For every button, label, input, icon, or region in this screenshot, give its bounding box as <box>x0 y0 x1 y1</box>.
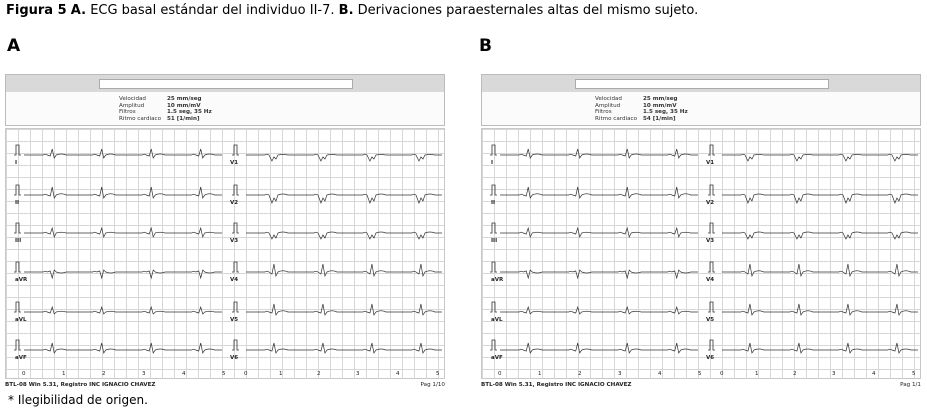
ecg-trace-ii <box>500 187 698 198</box>
lead-label-avr: aVR <box>491 277 504 283</box>
calibration-pulse <box>490 340 497 350</box>
ecg-trace-avl <box>24 307 222 314</box>
panel-b-letter: B <box>479 36 492 56</box>
param-row-speed <box>119 96 212 103</box>
calibration-pulse <box>708 262 715 272</box>
lead-label-iii: III <box>15 238 22 244</box>
param-value: 1.5 seg, 35 Hz <box>643 109 688 116</box>
ecg-traces <box>482 129 922 380</box>
lead-label-v4: V4 <box>706 277 715 283</box>
caption-part-b-text: Derivaciones paraesternales altas del mismo sujeto. <box>357 3 699 18</box>
time-axis-tick: 2 <box>102 371 106 377</box>
lead-label-ii: II <box>15 200 20 206</box>
calibration-pulse <box>708 340 715 350</box>
ecg-header <box>5 74 445 126</box>
calibration-pulse <box>708 302 715 312</box>
param-row-speed <box>595 96 688 103</box>
calibration-pulse <box>14 145 21 155</box>
param-label: Ritmo cardiaco <box>595 115 638 122</box>
calibration-pulse <box>490 302 497 312</box>
ecg-trace-v3 <box>246 232 442 239</box>
ecg-trace-avr <box>24 270 222 278</box>
ecg-trace-avr <box>500 270 698 278</box>
calibration-pulse <box>232 223 239 233</box>
ecg-panel-a <box>5 74 445 390</box>
param-label: Ritmo cardiaco <box>119 115 162 122</box>
time-axis-tick: 2 <box>578 371 582 377</box>
lead-label-v3: V3 <box>706 238 715 244</box>
lead-label-avl: aVL <box>15 317 27 323</box>
caption-part-a-text: ECG basal estándar del individuo II-7. <box>90 3 335 18</box>
time-axis-tick: 3 <box>142 371 146 377</box>
ecg-trace-v5 <box>722 304 918 315</box>
time-axis-tick: 0 <box>498 371 502 377</box>
panel-a-letter: A <box>7 36 21 56</box>
calibration-pulse <box>232 262 239 272</box>
lead-label-avl: aVL <box>491 317 503 323</box>
time-axis-tick: 4 <box>396 371 400 377</box>
lead-label-v3: V3 <box>230 238 239 244</box>
caption-part-a-letter: A. <box>70 3 87 18</box>
time-axis-tick: 0 <box>720 371 724 377</box>
param-row-amplitude <box>119 103 212 110</box>
param-value: 10 mm/mV <box>167 102 201 109</box>
param-value: 10 mm/mV <box>643 102 677 109</box>
recording-parameters <box>595 96 688 122</box>
time-axis-tick: 5 <box>222 371 226 377</box>
lead-label-v2: V2 <box>230 200 239 206</box>
lead-label-v1: V1 <box>706 160 715 166</box>
lead-label-avf: aVF <box>491 355 503 361</box>
time-axis-tick: 1 <box>538 371 542 377</box>
ecg-trace-v5 <box>246 304 442 315</box>
calibration-pulse <box>14 302 21 312</box>
time-axis-tick: 0 <box>22 371 26 377</box>
time-axis-tick: 4 <box>182 371 186 377</box>
ecg-trace-ii <box>24 187 222 198</box>
time-axis-tick: 2 <box>317 371 321 377</box>
calibration-pulse <box>708 145 715 155</box>
ecg-grid <box>481 128 921 379</box>
time-axis-tick: 1 <box>755 371 759 377</box>
lead-label-ii: II <box>491 200 496 206</box>
lead-label-v6: V6 <box>706 355 715 361</box>
ecg-grid <box>5 128 445 379</box>
time-axis-tick: 1 <box>62 371 66 377</box>
ecg-trace-i <box>500 149 698 158</box>
lead-label-v5: V5 <box>706 317 715 323</box>
param-label: Amplitud <box>595 102 621 109</box>
calibration-pulse <box>14 185 21 195</box>
time-axis-tick: 4 <box>658 371 662 377</box>
ecg-trace-avl <box>500 307 698 314</box>
time-axis-tick: 1 <box>279 371 283 377</box>
ecg-trace-v1 <box>246 154 442 161</box>
ecg-footer <box>5 380 445 390</box>
param-label: Amplitud <box>119 102 145 109</box>
param-row-filters <box>119 109 212 116</box>
time-axis-tick: 2 <box>793 371 797 377</box>
param-row-filters <box>595 109 688 116</box>
time-axis-tick: 3 <box>832 371 836 377</box>
device-registry-label: BTL-08 Win 5.31, Registro INC IGNACIO CHAVEZ <box>5 382 156 388</box>
ecg-footer <box>481 380 921 390</box>
time-axis-tick: 5 <box>912 371 916 377</box>
time-axis-tick: 5 <box>436 371 440 377</box>
lead-label-v4: V4 <box>230 277 239 283</box>
lead-label-iii: III <box>491 238 498 244</box>
param-row-heart-rate <box>119 116 212 123</box>
calibration-pulse <box>14 340 21 350</box>
ecg-trace-v6 <box>246 343 442 353</box>
calibration-pulse <box>232 185 239 195</box>
device-registry-label: BTL-08 Win 5.31, Registro INC IGNACIO CHAVEZ <box>481 382 632 388</box>
ecg-trace-v4 <box>722 264 918 276</box>
footnote: * Ilegibilidad de origen. <box>8 393 148 407</box>
ecg-trace-v6 <box>722 343 918 353</box>
ecg-panel-b <box>481 74 921 390</box>
time-axis-tick: 5 <box>698 371 702 377</box>
ecg-traces <box>6 129 446 380</box>
lead-label-v1: V1 <box>230 160 239 166</box>
calibration-pulse <box>14 262 21 272</box>
param-label: Filtros <box>595 109 612 116</box>
ecg-trace-iii <box>500 228 698 237</box>
param-value: 25 mm/seg <box>643 96 678 102</box>
param-label: Velocidad <box>119 96 146 102</box>
lead-label-avf: aVF <box>15 355 27 361</box>
calibration-pulse <box>708 223 715 233</box>
param-label: Velocidad <box>595 96 622 102</box>
page-number: Pag 1/1 <box>900 382 921 388</box>
ecg-trace-avf <box>500 343 698 353</box>
calibration-pulse <box>14 223 21 233</box>
calibration-pulse <box>490 262 497 272</box>
time-axis-tick: 3 <box>356 371 360 377</box>
header-name-field <box>575 79 829 89</box>
param-label: Filtros <box>119 109 136 116</box>
param-value: 25 mm/seg <box>167 96 202 102</box>
header-name-field <box>99 79 353 89</box>
figure-caption <box>6 3 698 18</box>
ecg-trace-v3 <box>722 232 918 239</box>
ecg-header <box>481 74 921 126</box>
caption-part-b-letter: B. <box>338 3 354 18</box>
time-axis-tick: 3 <box>618 371 622 377</box>
lead-label-avr: aVR <box>15 277 28 283</box>
ecg-trace-iii <box>24 228 222 237</box>
calibration-pulse <box>232 145 239 155</box>
calibration-pulse <box>490 145 497 155</box>
lead-label-v5: V5 <box>230 317 239 323</box>
calibration-pulse <box>490 223 497 233</box>
lead-label-i: I <box>491 160 494 166</box>
page-number: Pag 1/10 <box>420 382 445 388</box>
lead-label-i: I <box>15 160 18 166</box>
ecg-trace-v4 <box>246 264 442 276</box>
param-value: 51 [1/min] <box>167 115 200 122</box>
time-axis-tick: 4 <box>872 371 876 377</box>
param-row-amplitude <box>595 103 688 110</box>
ecg-trace-v2 <box>246 194 442 203</box>
param-value: 1.5 seg, 35 Hz <box>167 109 212 116</box>
calibration-pulse <box>708 185 715 195</box>
time-axis-tick: 0 <box>244 371 248 377</box>
lead-label-v2: V2 <box>706 200 715 206</box>
figure-label: Figura 5 <box>6 3 67 18</box>
ecg-trace-v1 <box>722 154 918 161</box>
recording-parameters <box>119 96 212 122</box>
calibration-pulse <box>232 302 239 312</box>
lead-label-v6: V6 <box>230 355 239 361</box>
ecg-trace-avf <box>24 343 222 353</box>
ecg-trace-i <box>24 149 222 158</box>
param-row-heart-rate <box>595 116 688 123</box>
ecg-trace-v2 <box>722 194 918 203</box>
calibration-pulse <box>232 340 239 350</box>
param-value: 54 [1/min] <box>643 115 676 122</box>
calibration-pulse <box>490 185 497 195</box>
